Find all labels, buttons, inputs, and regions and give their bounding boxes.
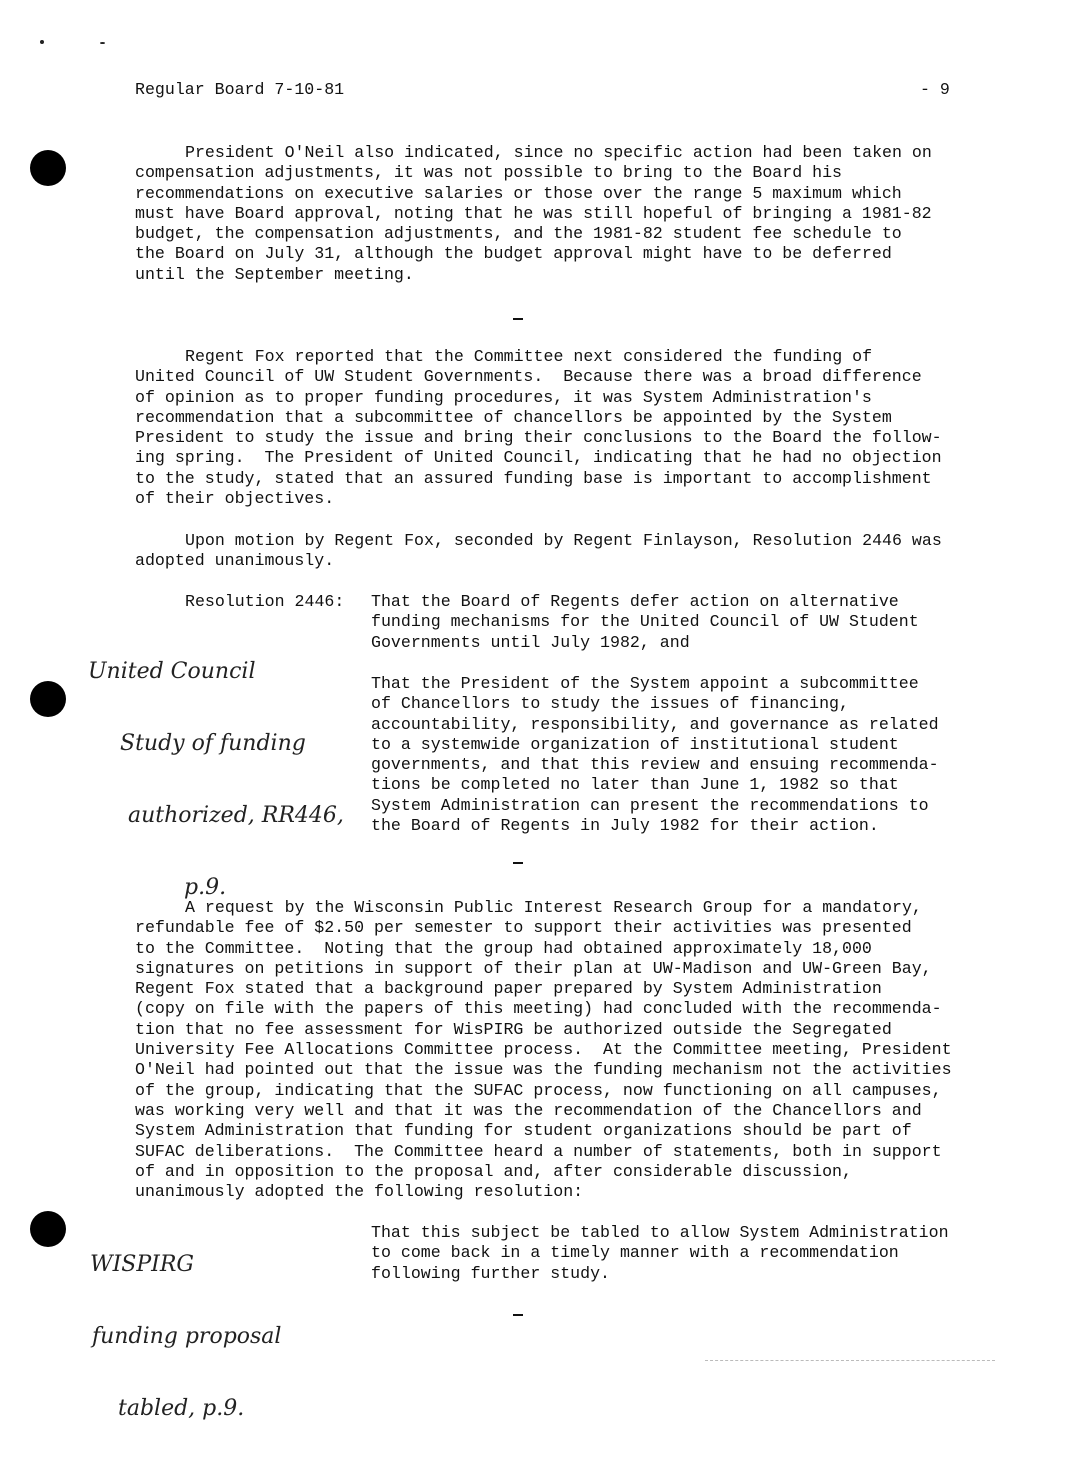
paragraph-motion (135, 531, 942, 572)
paragraph-wispirg (135, 898, 952, 1202)
text-line: President O'Neil also indicated, since no specific action had been taken on (185, 143, 932, 162)
scan-artifact-line (705, 1360, 995, 1362)
text-line: President to study the issue and bring their conclusions to the Board the follow- (135, 428, 942, 448)
text-line: recommendation that a subcommittee of chancellors be appointed by the System (135, 407, 892, 427)
text-line: O'Neil had pointed out that the issue was the funding mechanism not the activities (135, 1060, 952, 1080)
punch-hole-top (30, 150, 66, 186)
handwritten-line: Study of funding (120, 731, 306, 756)
text-line: A request by the Wisconsin Public Interest Research Group for a mandatory, (185, 898, 922, 917)
text-line: to come back in a timely manner with a recommendation (371, 1243, 899, 1263)
text-line: tion that no fee assessment for WisPIRG be authorized outside the Segregated (135, 1019, 892, 1039)
page-number: - 9 (920, 80, 950, 99)
resolution-2446-part1 (371, 592, 919, 653)
text-line: of Chancellors to study the issues of financing, (371, 694, 849, 714)
handwritten-line: authorized, RR446, (128, 803, 344, 828)
handwritten-line: tabled, p.9. (118, 1396, 245, 1421)
handwritten-line: United Council (88, 659, 256, 684)
text-line: That the Board of Regents defer action on alternative (371, 592, 899, 611)
text-line: to the study, stated that an assured funding base is important to accomplishment (135, 468, 932, 488)
text-line: ing spring. The President of United Council, indicating that he had no objection (135, 448, 942, 468)
text-line: until the September meeting. (135, 264, 414, 284)
resolution-2446-part2 (371, 674, 939, 836)
text-line: Regent Fox reported that the Committee next considered the funding of (185, 347, 873, 366)
handwritten-note-wispirg (88, 1205, 281, 1469)
text-line: funding mechanisms for the United Council of UW Student (371, 612, 919, 632)
text-line: was working very well and that it was the recommendation of the Chancellors and (135, 1100, 922, 1120)
text-line: of their objectives. (135, 489, 335, 509)
text-line: governments, and that this review and ensuing recommenda- (371, 755, 939, 775)
text-line: (copy on file with the papers of this meeting) had concluded with the recommenda- (135, 999, 942, 1019)
text-line: following further study. (371, 1263, 610, 1283)
text-line: accountability, responsibility, and governance as related (371, 714, 939, 734)
section-divider (513, 318, 523, 320)
text-line: the Board on July 31, although the budget approval might have to be deferred (135, 244, 892, 264)
page-header-title: Regular Board 7-10-81 (135, 80, 345, 99)
text-line: to the Committee. Noting that the group had obtained approximately 18,000 (135, 938, 872, 958)
text-line: the Board of Regents in July 1982 for their action. (371, 816, 879, 836)
punch-hole-bottom (30, 1211, 66, 1247)
text-line: signatures on petitions in support of their plan at UW-Madison and UW-Green Bay, (135, 958, 932, 978)
text-line: University Fee Allocations Committee process. At the Committee meeting, President (135, 1040, 952, 1060)
text-line: adopted unanimously. (135, 551, 335, 571)
text-line: of the group, indicating that the SUFAC process, now functioning on all campuses, (135, 1080, 942, 1100)
text-line: unanimously adopted the following resolution: (135, 1182, 584, 1202)
text-line: SUFAC deliberations. The Committee heard a number of statements, both in support (135, 1141, 942, 1161)
text-line: refundable fee of $2.50 per semester to support their activities was presented (135, 918, 912, 938)
text-line: tions be completed no later than June 1, 1982 so that (371, 775, 899, 795)
text-line: recommendations on executive salaries or those over the range 5 maximum which (135, 183, 902, 203)
text-line: Regent Fox stated that a background paper prepared by System Administration (135, 979, 882, 999)
text-line: That the President of the System appoint a subcommittee (371, 674, 919, 693)
text-line: of opinion as to proper funding procedures, it was System Administration's (135, 387, 872, 407)
text-line: Governments until July 1982, and (371, 632, 690, 652)
text-line: of and in opposition to the proposal and, after considerable discussion, (135, 1161, 852, 1181)
section-divider (513, 1314, 523, 1316)
scan-speck (40, 40, 44, 44)
paragraph-president-oneil (135, 143, 932, 285)
text-line: United Council of UW Student Governments. Because there was a broad difference (135, 367, 922, 387)
paragraph-united-council (135, 347, 942, 509)
punch-hole-middle (30, 681, 66, 717)
handwritten-line: p.9. (184, 875, 227, 900)
text-line: budget, the compensation adjustments, and the 1981-82 student fee schedule to (135, 224, 902, 244)
resolution-label: Resolution 2446: (185, 592, 345, 611)
text-line: That this subject be tabled to allow System Administration (371, 1223, 949, 1242)
text-line: Upon motion by Regent Fox, seconded by Regent Finlayson, Resolution 2446 was (185, 531, 942, 550)
text-line: to a systemwide organization of institutional student (371, 734, 899, 754)
text-line: must have Board approval, noting that he was still hopeful of bringing a 1981-82 (135, 203, 932, 223)
scan-speck (100, 42, 105, 44)
text-line: compensation adjustments, it was not possible to bring to the Board his (135, 163, 843, 183)
handwritten-line: WISPIRG (90, 1252, 195, 1277)
section-divider (513, 862, 523, 864)
text-line: System Administration that funding for student organizations should be part of (135, 1121, 912, 1141)
resolution-wispirg (371, 1223, 949, 1284)
text-line: System Administration can present the recommendations to (371, 795, 929, 815)
handwritten-line: funding proposal (92, 1324, 282, 1349)
